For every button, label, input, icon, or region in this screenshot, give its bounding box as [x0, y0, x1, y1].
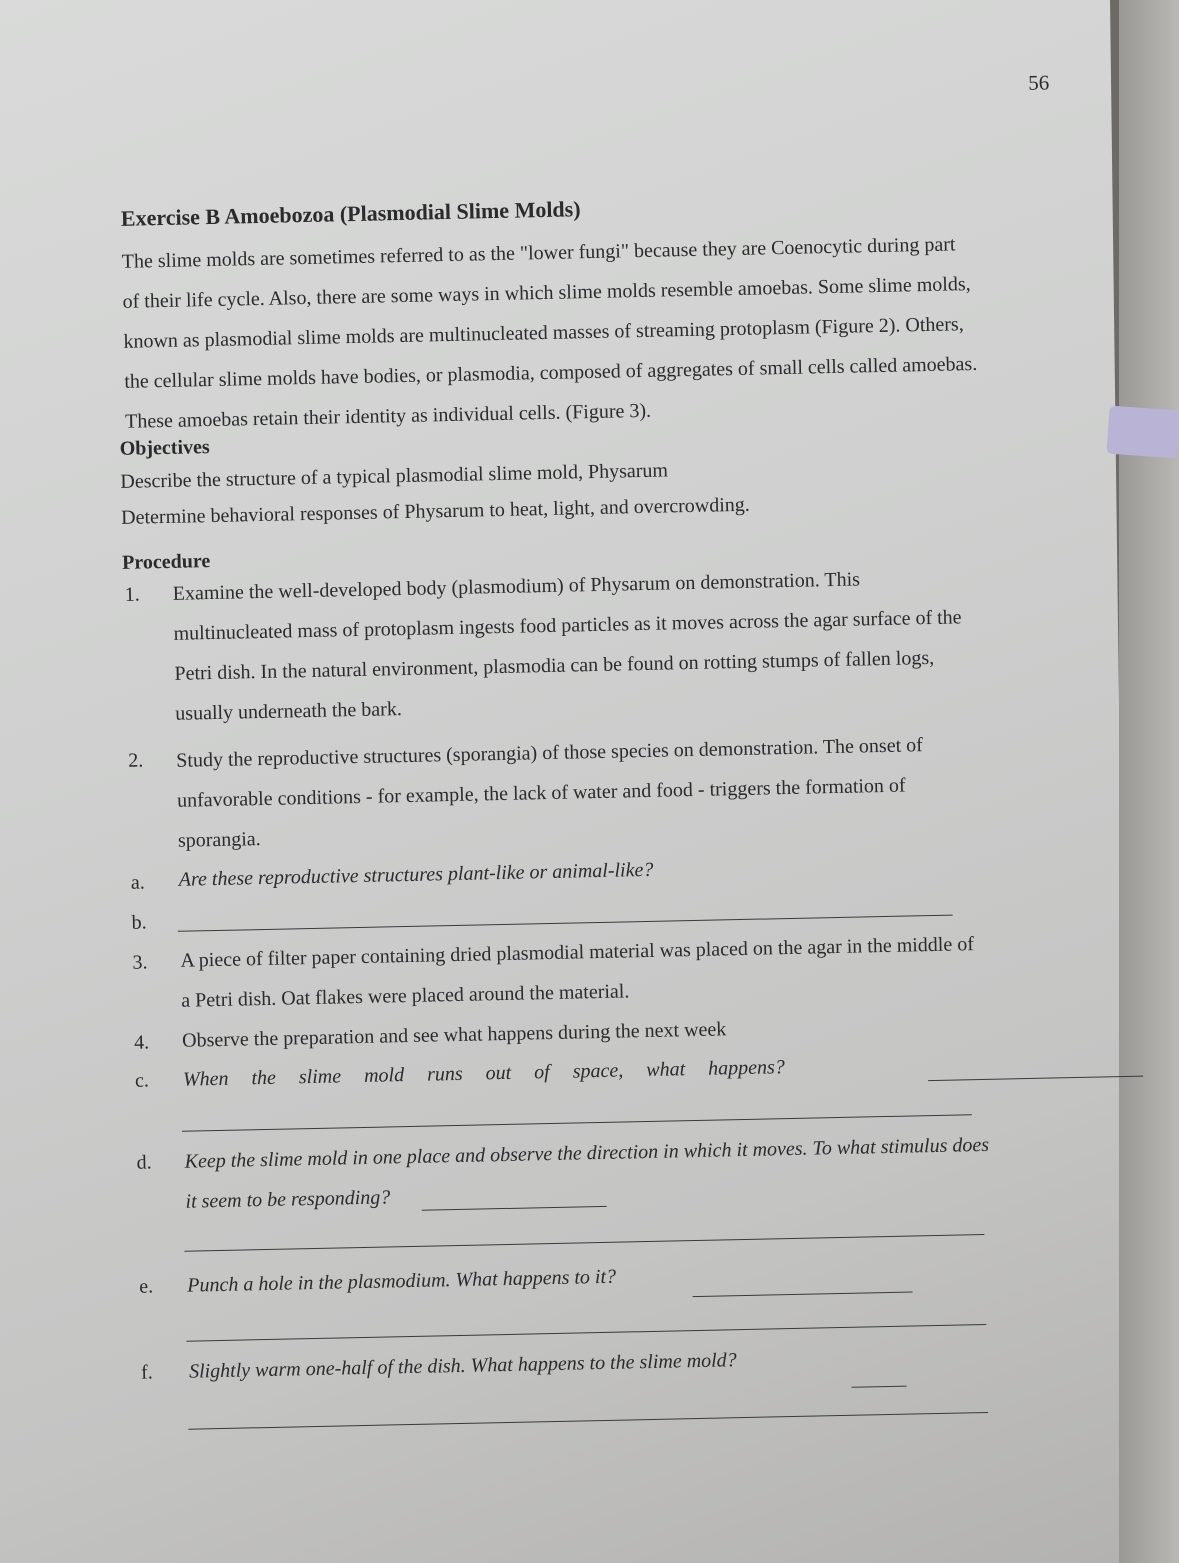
question-a-text: Are these reproductive structures plant-like or animal-like?	[178, 858, 654, 891]
question-label: e.	[139, 1275, 154, 1298]
step-line: a Petri dish. Oat flakes were placed around the material.	[181, 980, 630, 1012]
question-label: a.	[130, 871, 145, 894]
question-c-text: When the slime mold runs out of space, what happens?	[182, 1056, 786, 1091]
intro-line: known as plasmodial slime molds are multinucleated masses of streaming protoplasm (Figure 2). Others,	[123, 313, 964, 353]
step-line: unfavorable conditions - for example, the lack of water and food - triggers the formation of	[176, 774, 906, 812]
intro-paragraph	[121, 222, 1085, 442]
intro-line: The slime molds are sometimes referred to as the "lower fungi" because they are Coenocytic during part	[121, 233, 956, 273]
procedure-step-1	[172, 554, 1100, 733]
procedure-step-2	[176, 721, 1113, 861]
question-e-text: Punch a hole in the plasmodium. What happens to it?	[187, 1265, 617, 1297]
step-number: 1.	[124, 583, 141, 606]
intro-line: the cellular slime molds have bodies, or plasmodia, composed of aggregates of small cells called amoebas.	[124, 352, 978, 393]
step-line: Petri dish. In the natural environment, plasmodia can be found on rotting stumps of fallen logs,	[174, 646, 935, 685]
page-tab-marker	[1106, 406, 1179, 459]
objective-item: Describe the structure of a typical plasmodial slime mold, Physarum	[120, 459, 669, 493]
question-label: b.	[131, 911, 147, 934]
step-line: Study the reproductive structures (sporangia) of those species on demonstration. The onset of	[176, 734, 924, 772]
question-f-text: Slightly warm one-half of the dish. What happens to the slime mold?	[188, 1349, 737, 1383]
step-number: 2.	[128, 749, 144, 772]
step-number: 4.	[133, 1031, 150, 1054]
intro-line: These amoebas retain their identity as individual cells. (Figure 3).	[124, 399, 652, 433]
step-line: sporangia.	[177, 828, 261, 852]
question-label: c.	[134, 1069, 150, 1092]
step-line: A piece of filter paper containing dried plasmodial material was placed on the agar in the middle of	[180, 933, 975, 972]
question-label: f.	[140, 1361, 153, 1384]
procedure-step-4: Observe the preparation and see what happens during the next week	[181, 1018, 727, 1052]
question-label: d.	[136, 1151, 152, 1174]
objectives-heading: Objectives	[119, 436, 210, 460]
intro-line: of their life cycle. Also, there are some ways in which slime molds resemble amoebas. Some slime molds,	[122, 273, 971, 313]
exercise-title: Exercise B Amoebozoa (Plasmodial Slime Molds)	[120, 196, 581, 231]
question-d-line-2: it seem to be responding?	[185, 1186, 391, 1213]
step-line: Examine the well-developed body (plasmodium) of Physarum on demonstration. This	[172, 568, 861, 605]
procedure-heading: Procedure	[121, 550, 211, 574]
step-number: 3.	[132, 951, 148, 974]
question-d-line-1: Keep the slime mold in one place and observe the direction in which it moves. To what stimulus does	[184, 1133, 990, 1173]
next-page-edge	[1119, 0, 1179, 1563]
step-line: usually underneath the bark.	[175, 698, 403, 725]
page-number: 56	[1028, 70, 1050, 95]
objective-item: Determine behavioral responses of Physarum to heat, light, and overcrowding.	[120, 493, 750, 529]
step-line: multinucleated mass of protoplasm ingests food particles as it moves across the agar surface of the	[173, 606, 962, 645]
